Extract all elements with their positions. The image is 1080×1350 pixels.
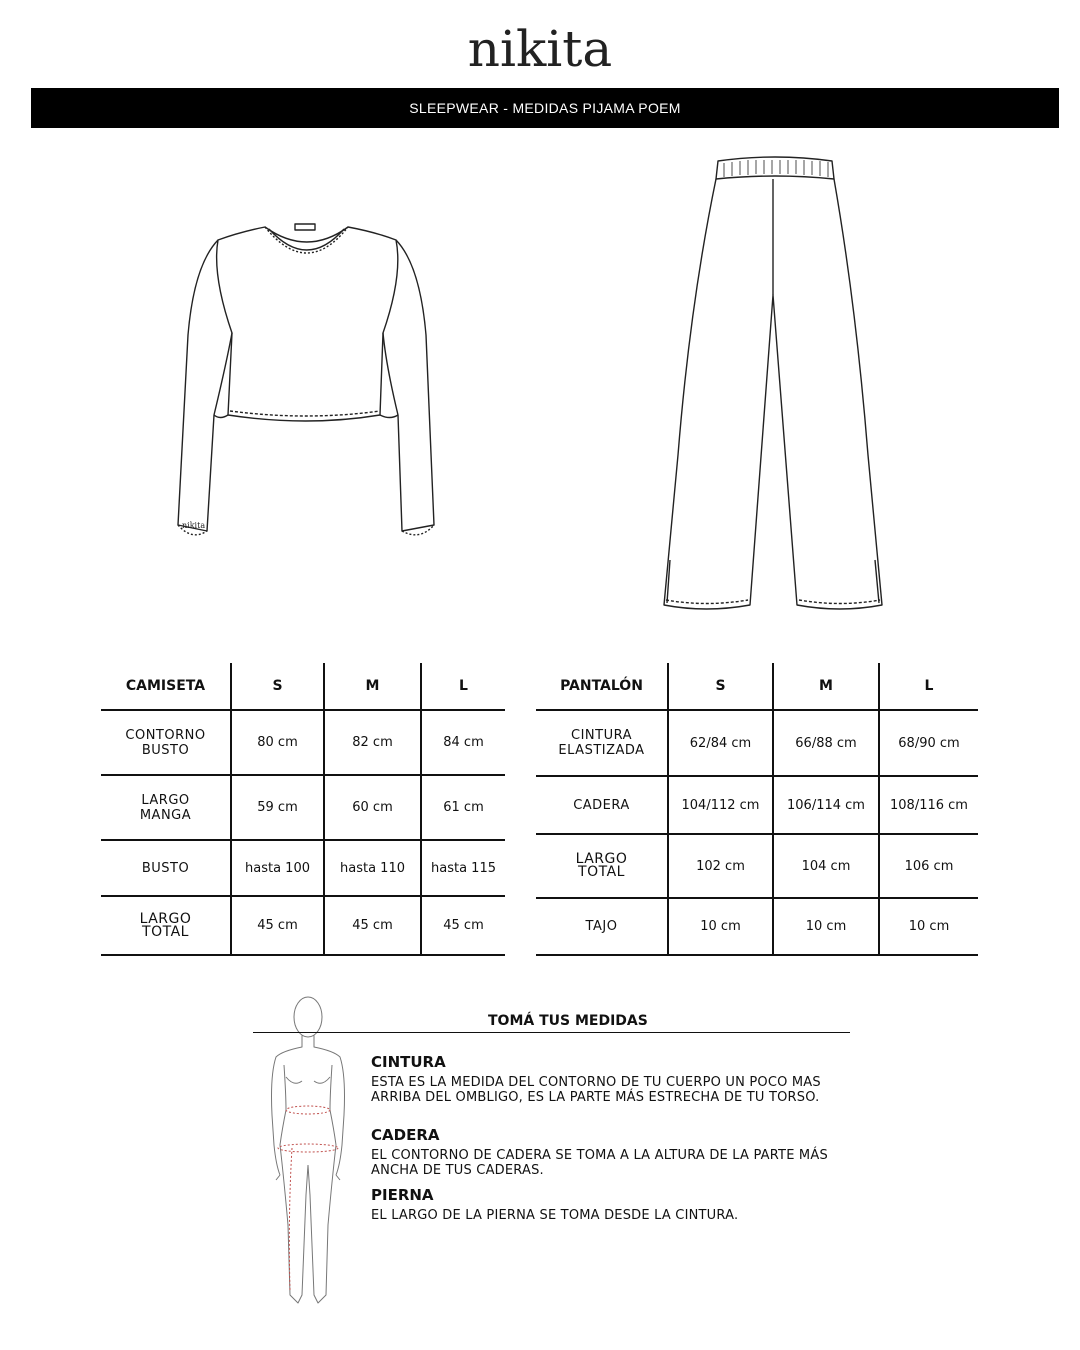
long-sleeve-top-sketch-icon: [170, 215, 445, 545]
measures-title: TOMÁ TUS MEDIDAS: [488, 1013, 648, 1029]
table-cell: 68/90 cm: [879, 710, 978, 776]
brand-logo: [440, 18, 640, 82]
section-text-cadera: EL CONTORNO DE CADERA SE TOMA A LA ALTURA DE LA PARTE MÁS ANCHA DE TUS CADERAS.: [371, 1148, 828, 1178]
section-text-cintura: ESTA ES LA MEDIDA DEL CONTORNO DE TU CUERPO UN POCO MAS ARRIBA DEL OMBLIGO, ES LA PARTE MÁS ESTRECHA DE TU TORSO.: [371, 1075, 821, 1105]
table-row: [536, 834, 978, 898]
top-tag-text: nikita: [182, 521, 206, 530]
table-header: M: [773, 663, 879, 710]
section-heading-cadera: CADERA: [371, 1126, 440, 1144]
table-row: [536, 710, 978, 776]
row-label: BUSTO: [101, 840, 231, 896]
table-row: [101, 840, 505, 896]
table-header: L: [879, 663, 978, 710]
pantalon-size-table: [536, 663, 978, 956]
table-cell: 104/112 cm: [668, 776, 773, 834]
table-cell: 60 cm: [324, 775, 421, 840]
table-cell: 102 cm: [668, 834, 773, 898]
table-cell: 45 cm: [324, 896, 421, 955]
body-measurement-figure-icon: [262, 995, 357, 1310]
table-header: M: [324, 663, 421, 710]
table-cell: 108/116 cm: [879, 776, 978, 834]
row-label: LARGO MANGA: [101, 775, 231, 840]
table-row: [536, 898, 978, 955]
section-heading-cintura: CINTURA: [371, 1053, 446, 1071]
row-label: LARGO TOTAL: [101, 896, 231, 955]
table-cell: 62/84 cm: [668, 710, 773, 776]
table-cell: 82 cm: [324, 710, 421, 775]
camiseta-size-table: [101, 663, 505, 956]
table-cell: 80 cm: [231, 710, 324, 775]
banner-title: SLEEPWEAR - MEDIDAS PIJAMA POEM: [409, 100, 681, 116]
row-label: CINTURA ELASTIZADA: [536, 710, 668, 776]
table-cell: 61 cm: [421, 775, 505, 840]
table-cell: 84 cm: [421, 710, 505, 775]
table-header: S: [668, 663, 773, 710]
table-cell: 10 cm: [773, 898, 879, 955]
row-label: CADERA: [536, 776, 668, 834]
table-cell: 106 cm: [879, 834, 978, 898]
brand-logo-text: nikita: [467, 20, 613, 78]
table-cell: 66/88 cm: [773, 710, 879, 776]
wide-leg-pants-sketch-icon: [660, 155, 885, 620]
table-cell: 59 cm: [231, 775, 324, 840]
page-banner: [31, 88, 1059, 128]
table-header-row: [101, 663, 505, 710]
table-header: S: [231, 663, 324, 710]
row-label: LARGO TOTAL: [536, 834, 668, 898]
table-cell: hasta 110: [324, 840, 421, 896]
table-header-row: [536, 663, 978, 710]
table-cell: 106/114 cm: [773, 776, 879, 834]
row-label: CONTORNO BUSTO: [101, 710, 231, 775]
table-row: [101, 710, 505, 775]
divider: [253, 1032, 850, 1033]
table-cell: 10 cm: [879, 898, 978, 955]
table-cell: hasta 100: [231, 840, 324, 896]
table-cell: 10 cm: [668, 898, 773, 955]
table-header: PANTALÓN: [536, 663, 668, 710]
table-row: [101, 896, 505, 955]
table-header: L: [421, 663, 505, 710]
table-cell: 45 cm: [421, 896, 505, 955]
section-text-pierna: EL LARGO DE LA PIERNA SE TOMA DESDE LA CINTURA.: [371, 1208, 739, 1223]
table-row: [101, 775, 505, 840]
table-cell: 104 cm: [773, 834, 879, 898]
row-label: TAJO: [536, 898, 668, 955]
table-row: [536, 776, 978, 834]
table-header: CAMISETA: [101, 663, 231, 710]
section-heading-pierna: PIERNA: [371, 1186, 434, 1204]
table-cell: 45 cm: [231, 896, 324, 955]
table-cell: hasta 115: [421, 840, 505, 896]
